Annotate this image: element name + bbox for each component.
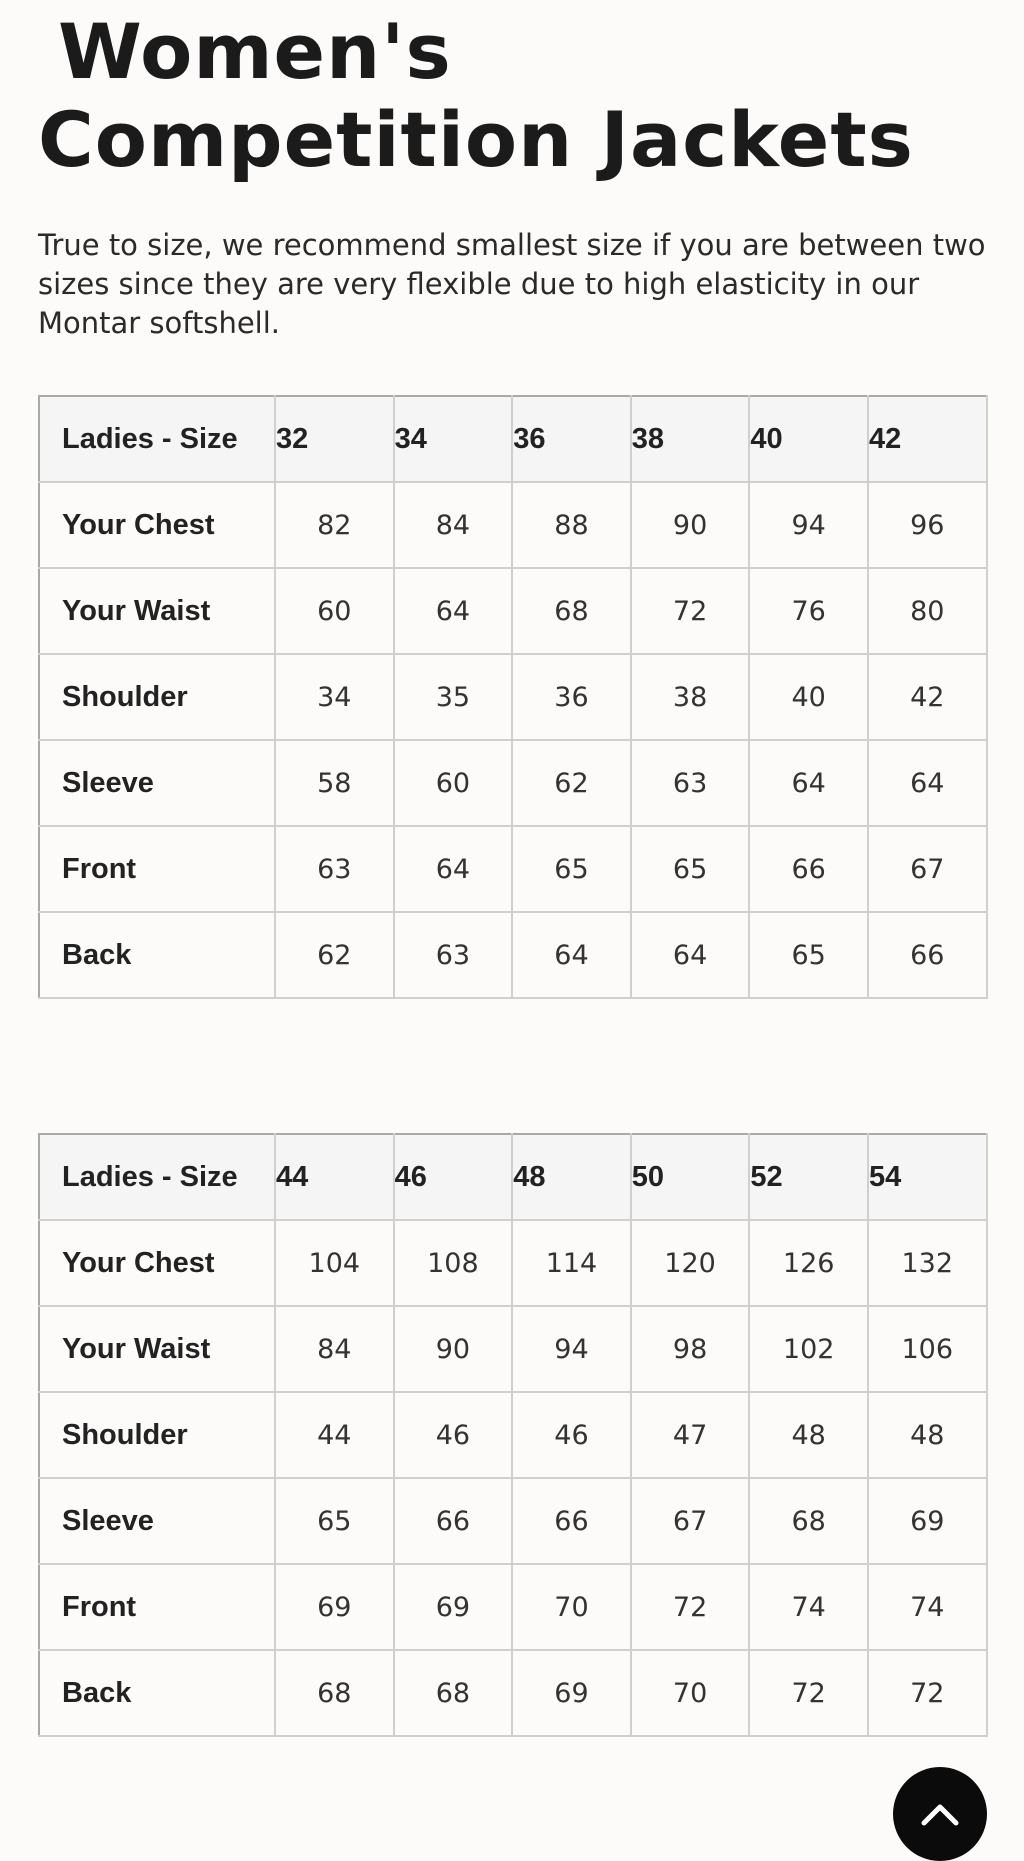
measurement-value: 76: [749, 568, 868, 654]
size-header-cell: 34: [394, 396, 513, 482]
measurement-value: 47: [631, 1392, 750, 1478]
measurement-value: 126: [749, 1220, 868, 1306]
table-row: [39, 1564, 987, 1650]
measurement-value: 70: [631, 1650, 750, 1736]
table-row: [39, 1478, 987, 1564]
size-header-cell: 52: [749, 1134, 868, 1220]
measurement-value: 84: [275, 1306, 394, 1392]
measurement-value: 98: [631, 1306, 750, 1392]
size-header-cell: 32: [275, 396, 394, 482]
measurement-value: 65: [512, 826, 631, 912]
measurement-value: 67: [868, 826, 987, 912]
size-chart-table-2: [38, 1133, 988, 1737]
measurement-value: 35: [394, 654, 513, 740]
measurement-value: 108: [394, 1220, 513, 1306]
measurement-value: 36: [512, 654, 631, 740]
measurement-label: Front: [39, 826, 275, 912]
header-label-cell: Ladies - Size: [39, 1134, 275, 1220]
size-advice-text: True to size, we recommend smallest size if you are between two sizes since they are very flexible due to high elasticity in our Montar softshell.: [38, 228, 986, 340]
measurement-label: Shoulder: [39, 1392, 275, 1478]
size-chart-body: [39, 396, 987, 998]
size-header-cell: 46: [394, 1134, 513, 1220]
measurement-value: 68: [394, 1650, 513, 1736]
measurement-value: 69: [394, 1564, 513, 1650]
measurement-value: 63: [394, 912, 513, 998]
measurement-value: 42: [868, 654, 987, 740]
measurement-label: Front: [39, 1564, 275, 1650]
measurement-value: 102: [749, 1306, 868, 1392]
table-row: [39, 1650, 987, 1736]
measurement-value: 74: [868, 1564, 987, 1650]
table-row: [39, 740, 987, 826]
measurement-value: 80: [868, 568, 987, 654]
measurement-value: 38: [631, 654, 750, 740]
size-header-cell: 44: [275, 1134, 394, 1220]
measurement-value: 65: [631, 826, 750, 912]
measurement-value: 96: [868, 482, 987, 568]
table-row: [39, 482, 987, 568]
table-row: [39, 1220, 987, 1306]
measurement-value: 72: [631, 1564, 750, 1650]
table-row: [39, 654, 987, 740]
measurement-value: 84: [394, 482, 513, 568]
measurement-value: 72: [749, 1650, 868, 1736]
measurement-value: 46: [394, 1392, 513, 1478]
measurement-value: 72: [868, 1650, 987, 1736]
size-header-cell: 40: [749, 396, 868, 482]
table-row: [39, 1306, 987, 1392]
size-header-cell: 36: [512, 396, 631, 482]
measurement-label: Sleeve: [39, 1478, 275, 1564]
measurement-value: 82: [275, 482, 394, 568]
measurement-value: 62: [512, 740, 631, 826]
measurement-value: 65: [275, 1478, 394, 1564]
measurement-value: 69: [275, 1564, 394, 1650]
measurement-value: 68: [749, 1478, 868, 1564]
measurement-value: 64: [394, 568, 513, 654]
measurement-value: 66: [394, 1478, 513, 1564]
measurement-value: 34: [275, 654, 394, 740]
measurement-value: 106: [868, 1306, 987, 1392]
measurement-value: 63: [275, 826, 394, 912]
size-chart-table-1: [38, 395, 988, 999]
table-row: [39, 568, 987, 654]
measurement-value: 64: [631, 912, 750, 998]
page-title: Women's Competition Jackets: [38, 7, 914, 184]
size-header-cell: 54: [868, 1134, 987, 1220]
measurement-value: 90: [631, 482, 750, 568]
measurement-value: 64: [868, 740, 987, 826]
page-content: [38, 0, 986, 1737]
size-chart-body: [39, 1134, 987, 1736]
measurement-label: Your Chest: [39, 482, 275, 568]
measurement-value: 67: [631, 1478, 750, 1564]
table-header-row: [39, 396, 987, 482]
measurement-label: Shoulder: [39, 654, 275, 740]
measurement-value: 68: [512, 568, 631, 654]
measurement-value: 70: [512, 1564, 631, 1650]
chevron-up-icon: [920, 1801, 960, 1827]
measurement-value: 64: [749, 740, 868, 826]
measurement-value: 40: [749, 654, 868, 740]
measurement-value: 69: [512, 1650, 631, 1736]
measurement-value: 104: [275, 1220, 394, 1306]
measurement-value: 72: [631, 568, 750, 654]
table-row: [39, 1392, 987, 1478]
measurement-value: 66: [868, 912, 987, 998]
header-label-cell: Ladies - Size: [39, 396, 275, 482]
measurement-value: 66: [512, 1478, 631, 1564]
measurement-value: 74: [749, 1564, 868, 1650]
measurement-label: Back: [39, 1650, 275, 1736]
measurement-value: 88: [512, 482, 631, 568]
measurement-label: Your Chest: [39, 1220, 275, 1306]
scroll-to-top-button[interactable]: [893, 1767, 987, 1861]
table-header-row: [39, 1134, 987, 1220]
measurement-value: 60: [275, 568, 394, 654]
measurement-value: 69: [868, 1478, 987, 1564]
measurement-value: 68: [275, 1650, 394, 1736]
measurement-value: 94: [749, 482, 868, 568]
measurement-value: 114: [512, 1220, 631, 1306]
measurement-value: 64: [512, 912, 631, 998]
measurement-value: 66: [749, 826, 868, 912]
size-header-cell: 42: [868, 396, 987, 482]
measurement-value: 64: [394, 826, 513, 912]
measurement-value: 62: [275, 912, 394, 998]
measurement-value: 132: [868, 1220, 987, 1306]
measurement-value: 58: [275, 740, 394, 826]
table-row: [39, 912, 987, 998]
table-row: [39, 826, 987, 912]
measurement-value: 48: [749, 1392, 868, 1478]
measurement-value: 60: [394, 740, 513, 826]
size-header-cell: 38: [631, 396, 750, 482]
measurement-label: Your Waist: [39, 1306, 275, 1392]
measurement-label: Back: [39, 912, 275, 998]
measurement-label: Sleeve: [39, 740, 275, 826]
measurement-value: 44: [275, 1392, 394, 1478]
size-header-cell: 50: [631, 1134, 750, 1220]
measurement-value: 90: [394, 1306, 513, 1392]
size-header-cell: 48: [512, 1134, 631, 1220]
measurement-value: 48: [868, 1392, 987, 1478]
measurement-value: 65: [749, 912, 868, 998]
measurement-value: 94: [512, 1306, 631, 1392]
measurement-value: 63: [631, 740, 750, 826]
measurement-value: 46: [512, 1392, 631, 1478]
measurement-value: 120: [631, 1220, 750, 1306]
measurement-label: Your Waist: [39, 568, 275, 654]
